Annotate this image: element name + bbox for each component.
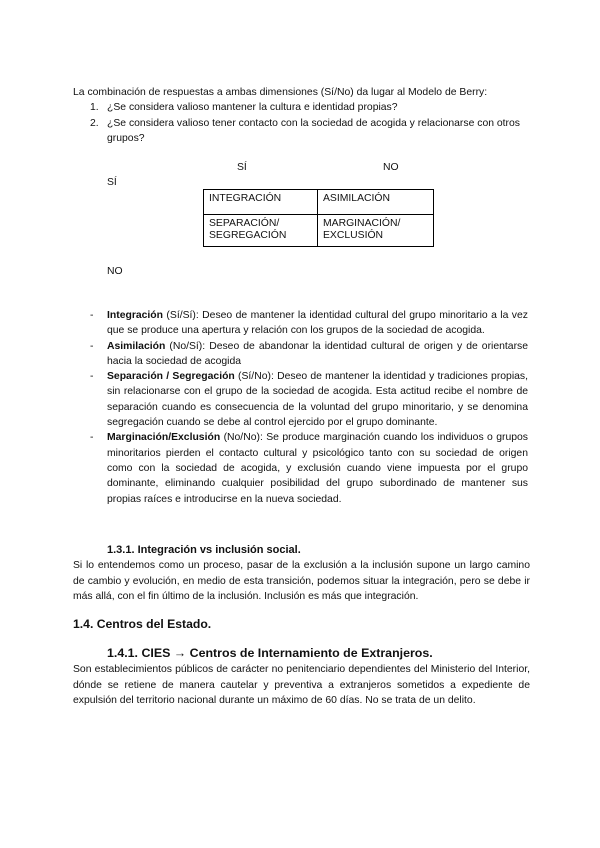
list-number: 2. xyxy=(90,117,99,129)
cell-separacion-segregacion: SEPARACIÓN/ SEGREGACIÓN xyxy=(204,215,318,247)
list-item: - Asimilación (No/Sí): Deseo de abandonar la identidad cultural de origen y de orientarse hacia la sociedad de acogida xyxy=(90,340,528,367)
matrix-row-yes-label: SÍ xyxy=(107,177,117,188)
section-heading-1-3-1: 1.3.1. Integración vs inclusión social. xyxy=(107,544,301,556)
section-heading-1-4: 1.4. Centros del Estado. xyxy=(73,617,212,631)
strategy-term: Integración xyxy=(107,310,164,321)
section-heading-1-4-1: 1.4.1. CIES → Centros de Internamiento de Extranjeros. xyxy=(107,646,433,660)
question-text: ¿Se considera valioso tener contacto con la sociedad de acogida y relacionarse con otros grupos? xyxy=(107,117,520,144)
list-item: - Marginación/Exclusión (No/No): Se produce marginación cuando los individuos o grupos minoritarios pierden el contacto cultural y psicológico tanto con su sociedad de origen como con la sociedad de acogida, y exclusión cuando viene impuesta por el grupo dominante, eliminando cualquier posibilidad del grupo subordinado de mantener sus propias raíces e introducirse en la nueva sociedad. xyxy=(90,432,528,505)
matrix-row-no-label: NO xyxy=(107,266,123,277)
table-row xyxy=(204,190,434,215)
list-item: - Separación / Segregación (Sí/No): Deseo de mantener la identidad y tradiciones propias, sin relacionarse con el grupo de la sociedad de acogida. Esta actitud recibe el nombre de separación cuando es consecuencia de la voluntad del grupo minoritario, y se denomina segregación cuando se debe al control ejercido por el grupo dominante. xyxy=(90,371,529,429)
berry-model-table xyxy=(203,189,434,247)
questions-list xyxy=(90,100,530,147)
matrix-col-yes-label: SÍ xyxy=(237,162,247,173)
matrix-col-no-label: NO xyxy=(383,162,399,173)
section-body-1-3-1: Si lo entendemos como un proceso, pasar de la exclusión a la inclusión supone un largo camino de cambio y evolución, en medio de esta transición, podemos situar la integración, pero se debe ir más allá, con el fin último de la inclusión. Inclusión es más que integración. xyxy=(73,560,530,602)
list-number: 1. xyxy=(90,102,99,113)
table-row xyxy=(204,215,434,247)
section-body-1-4-1: Son establecimientos públicos de carácter no penitenciario dependientes del Ministerio del Interior, dónde se retiene de manera cautelar y preventiva a extranjeros sometidos a expediente de expulsión del territorio nacional durante un máximo de 60 días. No se trata de un delito. xyxy=(73,664,530,706)
cell-integracion: INTEGRACIÓN xyxy=(204,190,318,215)
cell-asimilacion: ASIMILACIÓN xyxy=(318,190,434,215)
strategy-term: Marginación/Exclusión xyxy=(107,432,221,444)
list-item: - Integración (Sí/Sí): Deseo de mantener la identidad cultural del grupo minoritario a la vez que se produce una apertura y relación con los grupos de la sociedad de acogida. xyxy=(90,310,528,337)
strategies-list xyxy=(90,308,528,507)
question-text: ¿Se considera valioso mantener la cultura e identidad propias? xyxy=(107,102,398,113)
cell-marginacion-exclusion: MARGINACIÓN/ EXCLUSIÓN xyxy=(318,215,434,247)
list-item xyxy=(90,116,530,147)
strategy-term: Separación / Segregación xyxy=(107,371,235,383)
intro-text: La combinación de respuestas a ambas dimensiones (Sí/No) da lugar al Modelo de Berry: xyxy=(73,87,488,98)
strategy-term: Asimilación xyxy=(107,340,166,352)
list-item xyxy=(90,100,530,116)
